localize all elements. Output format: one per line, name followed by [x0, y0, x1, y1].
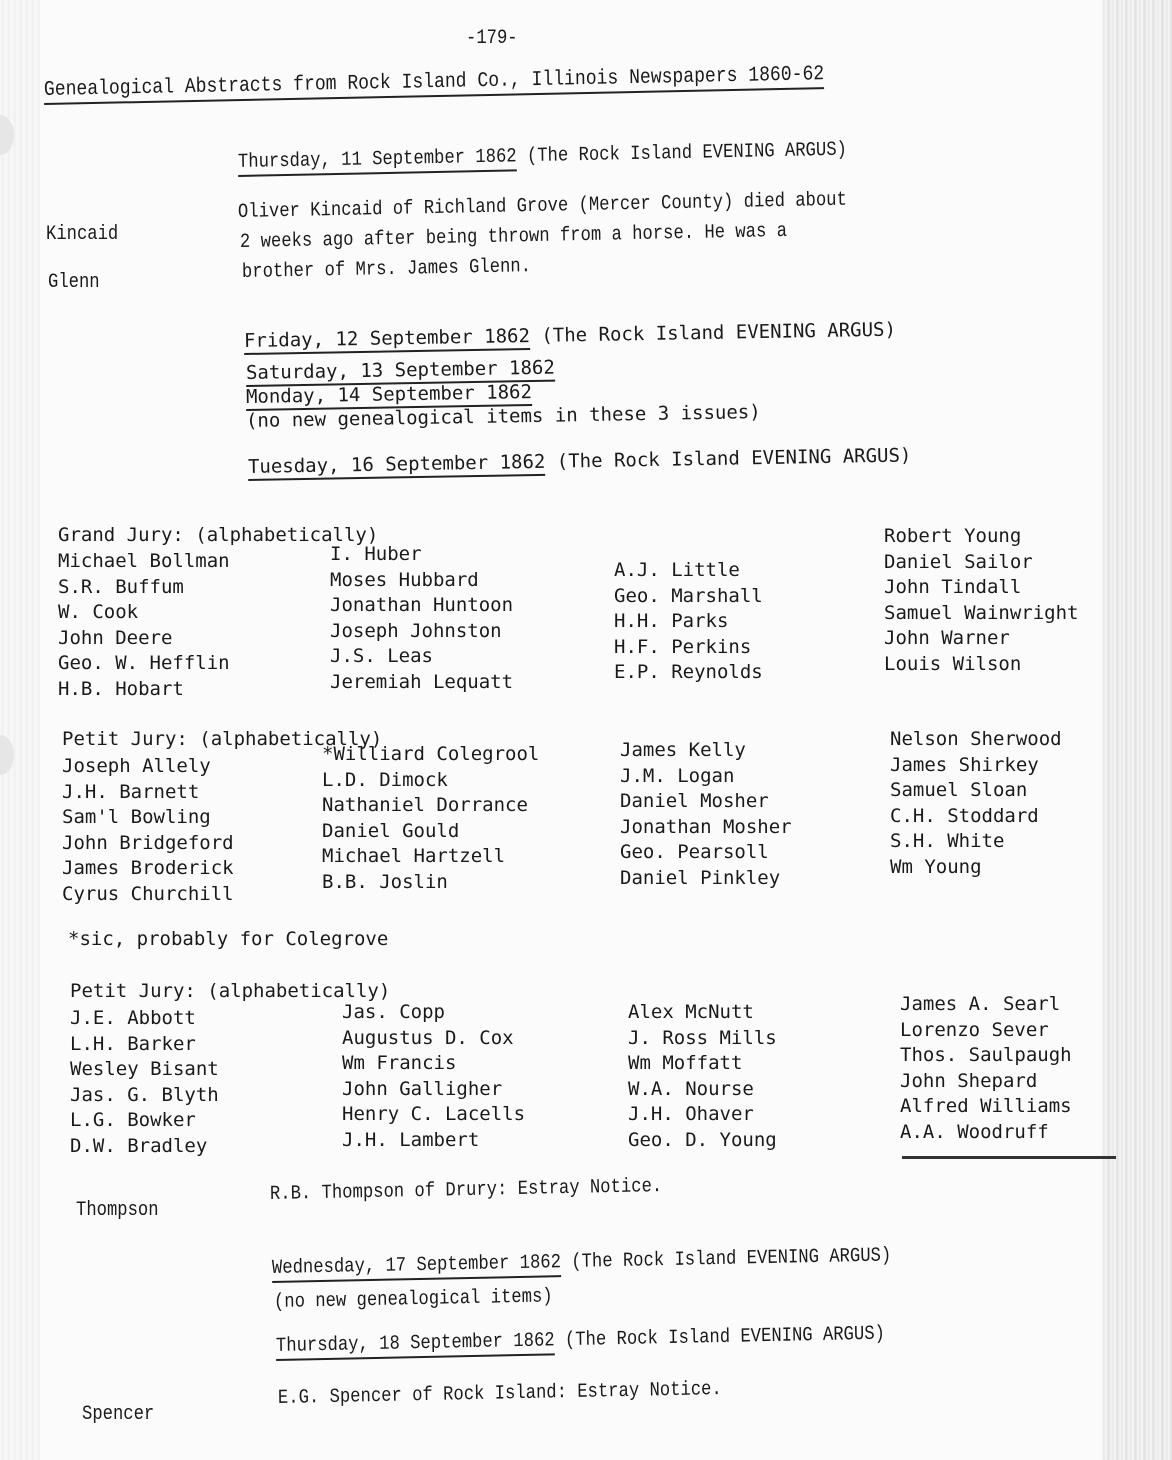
juror-name: Sam'l Bowling [62, 806, 211, 828]
issue-heading-1 [238, 140, 847, 174]
juror-name: J.E. Abbott [70, 1007, 196, 1029]
juror-name: John Tindall [884, 576, 1022, 598]
juror-name: H.H. Parks [614, 610, 729, 632]
juror-name: Alex McNutt [628, 1001, 754, 1023]
juror-name: C.H. Stoddard [890, 804, 1039, 827]
juror-name: Jeremiah Lequatt [330, 670, 514, 693]
petit-jury-1-column-3 [620, 738, 792, 891]
juror-name: Augustus D. Cox [342, 1026, 514, 1049]
juror-name: Geo. D. Young [628, 1128, 777, 1151]
grand-jury-column-3 [614, 558, 763, 686]
juror-name: Michael Hartzell [322, 845, 506, 867]
abstract-line: 2 weeks ago after being thrown from a horse. He was a [239, 219, 788, 254]
juror-name: Joseph Johnston [330, 619, 502, 642]
page-title: Genealogical Abstracts from Rock Island Co., Illinois Newspapers 1860-62 [44, 64, 825, 105]
juror-name: Michael Bollman [58, 550, 230, 572]
abstract-line: E.G. Spencer of Rock Island: Estray Notice. [277, 1377, 722, 1410]
juror-name: *Williard Colegrool [322, 743, 540, 765]
issue-heading-5 [276, 1324, 885, 1358]
issue-heading-4 [272, 1245, 892, 1280]
juror-name: Geo. W. Hefflin [58, 652, 230, 674]
issue-source: (The Rock Island EVENING ARGUS) [526, 138, 848, 169]
juror-name: A.A. Woodruff [900, 1120, 1049, 1143]
grand-jury-heading: Grand Jury: (alphabetically) [58, 524, 379, 546]
juror-name: J.H. Barnett [62, 780, 200, 803]
petit-jury-2-column-1 [70, 1006, 219, 1159]
juror-name: Jonathan Huntoon [330, 594, 514, 616]
juror-name: J.H. Lambert [342, 1128, 480, 1151]
juror-name: S.R. Buffum [58, 575, 184, 598]
no-items-note: (no new genealogical items in these 3 issues) [245, 401, 761, 432]
juror-name: Wm Moffatt [628, 1052, 743, 1074]
juror-name: John Warner [884, 627, 1010, 649]
issue-source: (The Rock Island EVENING ARGUS) [541, 318, 897, 347]
margin-name-kincaid: Kincaid [46, 223, 119, 246]
juror-name: H.F. Perkins [614, 635, 752, 658]
juror-name: Daniel Sailor [884, 550, 1033, 573]
margin-name-thompson: Thompson [76, 1199, 159, 1222]
juror-name: B.B. Joslin [322, 870, 448, 893]
juror-name: E.P. Reynolds [614, 661, 763, 683]
issue-heading-2 [244, 319, 896, 352]
grand-jury-column-2 [330, 542, 513, 695]
petit-jury-1-column-4 [890, 727, 1062, 880]
juror-name: Cyrus Churchill [62, 882, 234, 905]
juror-name: James Broderick [62, 857, 234, 879]
scan-left-edge [0, 0, 40, 1460]
juror-name: Samuel Wainwright [884, 601, 1079, 624]
abstract-line: R.B. Thompson of Drury: Estray Notice. [269, 1175, 663, 1206]
juror-name: John Bridgeford [62, 831, 234, 854]
juror-name: L.D. Dimock [322, 768, 448, 791]
issue-date: Saturday, 13 September 1862 [246, 357, 555, 387]
juror-name: Nathaniel Dorrance [322, 794, 528, 816]
juror-name: Jonathan Mosher [620, 815, 792, 838]
juror-name: W.A. Nourse [628, 1077, 754, 1100]
petit-jury-1-column-1 [62, 754, 234, 907]
footnote: *sic, probably for Colegrove [68, 928, 389, 950]
juror-name: Nelson Sherwood [890, 728, 1062, 750]
juror-name: Jas. G. Blyth [70, 1083, 219, 1106]
juror-name: Wm Francis [342, 1052, 457, 1074]
juror-name: J. Ross Mills [628, 1026, 777, 1049]
grand-jury-column-4 [884, 524, 1078, 677]
margin-name-glenn: Glenn [48, 271, 100, 294]
juror-name: James Kelly [620, 739, 746, 761]
juror-name: W. Cook [58, 601, 139, 623]
issue-date: Monday, 14 September 1862 [246, 381, 532, 411]
juror-name: S.H. White [890, 830, 1005, 852]
issue-date: Tuesday, 16 September 1862 [248, 451, 546, 481]
juror-name: A.J. Little [614, 559, 740, 581]
scan-right-edge [1102, 0, 1172, 1460]
juror-name: Thos. Saulpaugh [900, 1044, 1072, 1066]
juror-name: John Galligher [342, 1077, 503, 1100]
juror-name: J.M. Logan [620, 764, 735, 787]
juror-name: Joseph Allely [62, 755, 211, 777]
juror-name: Louis Wilson [884, 652, 1022, 675]
juror-name: Geo. Pearsoll [620, 841, 769, 863]
petit-jury-2-column-3 [628, 1000, 777, 1153]
juror-name: Lorenzo Sever [900, 1018, 1049, 1041]
juror-name: Daniel Gould [322, 819, 460, 842]
juror-name: James A. Searl [900, 993, 1061, 1015]
juror-name: L.H. Barker [70, 1032, 196, 1055]
juror-name: Robert Young [884, 525, 1022, 547]
issue-heading-3 [248, 444, 912, 478]
juror-name: Wm Young [890, 855, 982, 878]
abstract-line: brother of Mrs. James Glenn. [241, 255, 532, 284]
issue-date: Thursday, 18 September 1862 [276, 1329, 555, 1361]
petit-jury-heading: Petit Jury: (alphabetically) [70, 980, 391, 1002]
juror-name: Wesley Bisant [70, 1058, 219, 1080]
juror-name: Jas. Copp [342, 1001, 445, 1023]
juror-name: J.H. Ohaver [628, 1103, 754, 1125]
juror-name: J.S. Leas [330, 645, 433, 667]
juror-name: Henry C. Lacells [342, 1103, 526, 1125]
section-end-rule [902, 1156, 1116, 1159]
grand-jury-column-1 [58, 549, 230, 702]
margin-name-spencer: Spencer [82, 1403, 155, 1426]
juror-name: Daniel Mosher [620, 790, 769, 812]
petit-jury-2-column-2 [342, 1000, 525, 1153]
juror-name: H.B. Hobart [58, 677, 184, 700]
issue-date: Wednesday, 17 September 1862 [272, 1251, 561, 1283]
petit-jury-heading: Petit Jury: (alphabetically) [62, 728, 383, 750]
page-number: -179- [466, 27, 518, 50]
juror-name: I. Huber [330, 543, 422, 565]
juror-name: L.G. Bowker [70, 1109, 196, 1131]
issue-source: (The Rock Island EVENING ARGUS) [571, 1244, 892, 1274]
abstract-line: Oliver Kincaid of Richland Grove (Mercer County) died about [237, 188, 848, 224]
issue-source: (The Rock Island EVENING ARGUS) [564, 1322, 886, 1353]
petit-jury-1-column-2 [322, 742, 539, 895]
issue-date: Friday, 12 September 1862 [244, 325, 530, 355]
no-items-note: (no new genealogical items) [273, 1285, 553, 1314]
issue-source: (The Rock Island EVENING ARGUS) [556, 444, 912, 473]
juror-name: John Deere [58, 626, 173, 649]
juror-name: Geo. Marshall [614, 584, 763, 607]
juror-name: Daniel Pinkley [620, 866, 781, 889]
juror-name: John Shepard [900, 1069, 1038, 1092]
juror-name: James Shirkey [890, 753, 1039, 776]
juror-name: Moses Hubbard [330, 568, 479, 591]
issue-date: Thursday, 11 September 1862 [238, 145, 517, 177]
juror-name: Samuel Sloan [890, 779, 1028, 801]
juror-name: D.W. Bradley [70, 1134, 208, 1157]
petit-jury-2-column-4 [900, 992, 1072, 1145]
juror-name: Alfred Williams [900, 1095, 1072, 1117]
